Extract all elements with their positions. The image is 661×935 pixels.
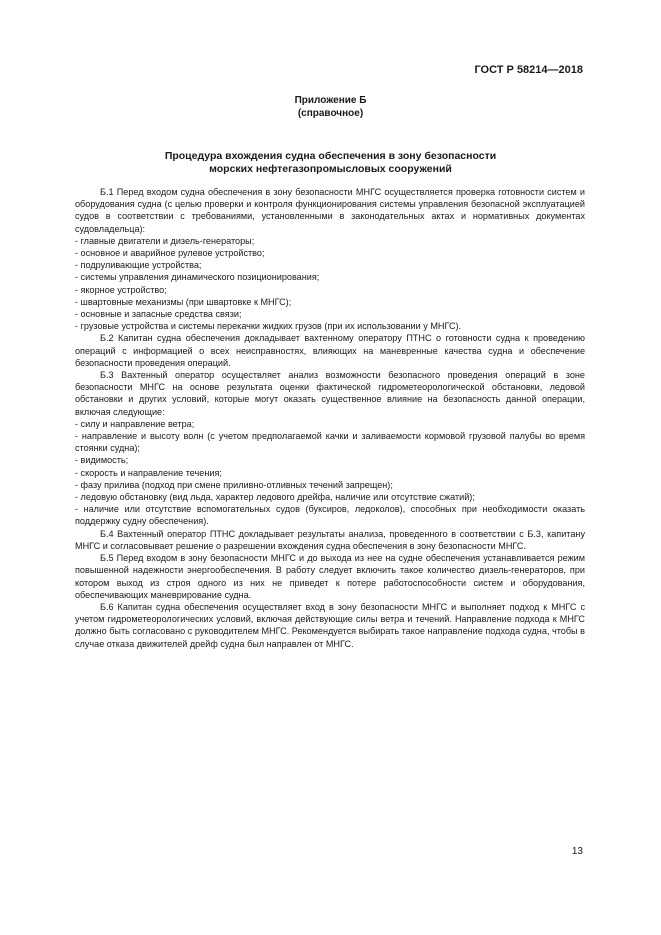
appendix-type: (справочное) — [297, 108, 364, 119]
list-item: - наличие или отсутствие вспомогательных судов (буксиров, ледоколов), способных при необходимости оказать поддержку судну обеспечения). — [75, 504, 585, 527]
list-item: - подруливающие устройства; — [75, 260, 202, 271]
appendix-heading — [0, 94, 661, 120]
list-item: - швартовные механизмы (при швартовке к МНГС); — [75, 296, 292, 307]
appendix-label: Приложение Б — [294, 95, 367, 106]
list-item: - ледовую обстановку (вид льда, характер ледового дрейфа, наличие или отсутствие сжатий); — [75, 492, 475, 503]
page-number: 13 — [571, 846, 583, 857]
list-item: - основное и аварийное рулевое устройство; — [75, 248, 265, 259]
paragraph-b3: Б.3 Вахтенный оператор осуществляет анализ возможности безопасного проведения операций в зоне безопасности МНГС на основе результата оценки фактической гидрометеорологической обстановки, ледовой обстановки и других условий, которые могут оказать существенное влияние на безопасность данной операции, включая следующие: — [75, 370, 585, 417]
list-item: - скорость и направление течения; — [75, 467, 222, 478]
list-item: - фазу прилива (подход при смене приливно-отливных течений запрещен); — [75, 479, 393, 490]
section-title — [0, 150, 661, 176]
paragraph-b1: Б.1 Перед входом судна обеспечения в зону безопасности МНГС осуществляется проверка готовности систем и оборудования судна (с целью проверки и контроля функционирования системы управления безопасной эксплуатацией судов в соответствии с требованиями, установленными в законодательных актах и нормативных документах судовладельца): — [75, 187, 585, 234]
paragraph-b5: Б.5 Перед входом в зону безопасности МНГС и до выхода из нее на судне обеспечения устанавливается режим повышенной надежности энергообеспечения. В работу следует включить такое количество дизель-генераторов, при котором выход из строя одного из них не приведет к потере работоспособности систем и оборудования, обеспечивающих маневрирование судна. — [75, 553, 585, 600]
paragraph-b6: Б.6 Капитан судна обеспечения осуществляет вход в зону безопасности МНГС и выполняет подход к МНГС с учетом гидрометеорологических условий, включая действующие силы ветра и течений. Направление подхода к МНГС должно быть согласовано с руководителем МНГС. Рекомендуется выбирать такое направление подхода судна, чтобы в случае отказа движителей дрейф судна был направлен от МНГС. — [75, 601, 585, 649]
list-item: - главные двигатели и дизель-генераторы; — [75, 235, 255, 246]
list-item: - грузовые устройства и системы перекачки жидких грузов (при их использовании у МНГС). — [75, 321, 462, 332]
list-item: - основные и запасные средства связи; — [75, 309, 242, 320]
document-body — [75, 186, 585, 650]
list-item: - направление и высоту волн (с учетом предполагаемой качки и заливаемости кормовой грузовой палубы во время стоянки судна); — [75, 431, 585, 454]
paragraph-b2: Б.2 Капитан судна обеспечения докладывает вахтенному оператору ПТНС о готовности судна к проведению операций с информацией о всех неисправностях, влияющих на маневренные качества судна и обеспечение безопасности проведения операций. — [75, 333, 585, 368]
list-item: - системы управления динамического позиционирования; — [75, 272, 320, 283]
title-line-2: морских нефтегазопромысловых сооружений — [209, 163, 452, 175]
title-line-1: Процедура вхождения судна обеспечения в зону безопасности — [164, 150, 497, 162]
list-item: - силу и направление ветра; — [75, 418, 195, 429]
list-item: - видимость; — [75, 455, 129, 466]
list-item: - якорное устройство; — [75, 284, 167, 295]
document-code: ГОСТ Р 58214—2018 — [474, 64, 583, 76]
list-b3 — [75, 418, 585, 528]
paragraph-b4: Б.4 Вахтенный оператор ПТНС докладывает результаты анализа, проведенного в соответствии с Б.3, капитану МНГС и согласовывает решение о разрешении вхождения судна обеспечения в зону безопасности МНГС. — [75, 528, 585, 551]
list-b1 — [75, 235, 585, 333]
